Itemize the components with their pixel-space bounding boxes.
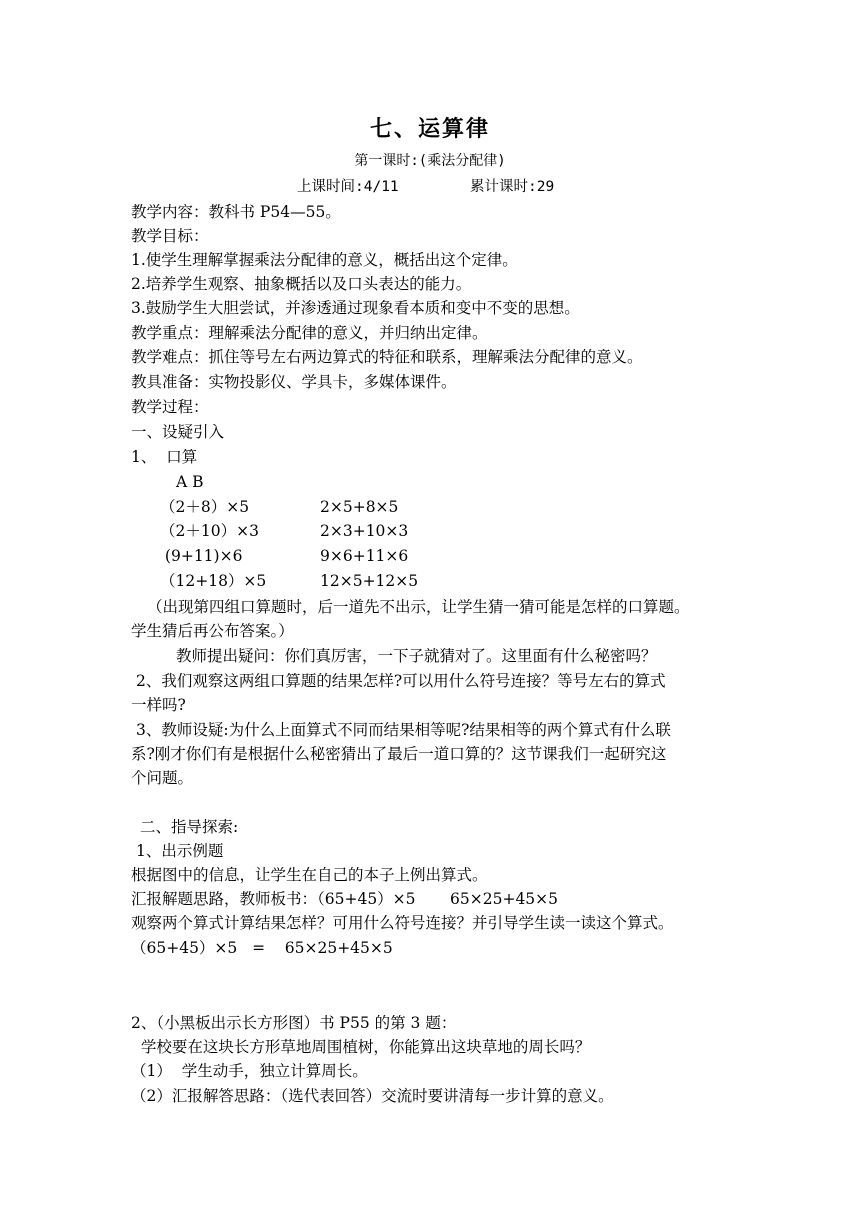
- calc-row-b: 2×3+10×3: [320, 522, 409, 540]
- part-2-step-2: （2）汇报解答思路：（选代表回答）交流时要讲清每一步计算的意义。: [131, 1087, 614, 1105]
- oral-calc-heading: 1、 口算: [131, 448, 198, 466]
- question-3-line-1: 3、教师设疑:为什么上面算式不同而结果相等呢?结果相等的两个算式有什么联: [136, 721, 671, 739]
- section-1-heading: 一、设疑引入: [131, 423, 225, 441]
- calc-row-b: 9×6+11×6: [320, 547, 409, 565]
- part-2-step-1: （1） 学生动手，独立计算周长。: [131, 1062, 368, 1080]
- guess-paragraph-line-2: 学生猜后再公布答案。）: [131, 622, 294, 640]
- teaching-aids: 教具准备：实物投影仪、学具卡，多媒体课件。: [131, 373, 457, 391]
- teaching-process-heading: 教学过程：: [131, 398, 209, 416]
- teaching-content: 教学内容：教科书 P54—55。: [131, 203, 341, 221]
- lesson-subtitle: 第一课时:(乘法分配律): [354, 153, 506, 169]
- calc-row-b: 12×5+12×5: [320, 572, 419, 590]
- difficult-point: 教学难点：抓住等号左右两边算式的特征和联系，理解乘法分配律的意义。: [131, 348, 643, 366]
- part-2-question: 学校要在这块长方形草地周围植树，你能算出这块草地的周长吗？: [136, 1038, 591, 1056]
- key-point: 教学重点：理解乘法分配律的意义，并归纳出定律。: [131, 324, 488, 342]
- calc-row-a: (9+11)×6: [160, 547, 243, 565]
- calc-row-a: （12+18）×5: [160, 572, 267, 590]
- guess-paragraph-line-1: （出现第四组口算题时，后一道先不出示，让学生猜一猜可能是怎样的口算题。: [147, 598, 690, 616]
- goal-1: 1.使学生理解掌握乘法分配律的意义，概括出这个定律。: [131, 251, 518, 269]
- calc-row-a: （2＋10）×3: [160, 522, 259, 540]
- teaching-goals-heading: 教学目标：: [131, 227, 209, 245]
- section-2-heading: 二、指导探索:: [140, 818, 239, 836]
- goal-2: 2.培养学生观察、抽象概括以及口头表达的能力。: [131, 275, 472, 293]
- equation: （65+45）×5 = 65×25+45×5: [131, 939, 393, 957]
- example-instruction: 根据图中的信息，让学生在自己的本子上例出算式。: [131, 866, 488, 884]
- question-2-line-2: 一样吗?: [131, 696, 186, 714]
- goal-3: 3.鼓励学生大胆尝试，并渗透通过现象看本质和变中不变的思想。: [131, 299, 580, 317]
- calc-row-a: （2＋8）×5: [160, 498, 250, 516]
- teacher-question: 教师提出疑问：你们真厉害，一下子就猜对了。这里面有什么秘密吗？: [176, 647, 657, 665]
- observe-question: 观察两个算式计算结果怎样？可用什么符号连接？并引导学生读一读这个算式。: [131, 914, 674, 932]
- total-class-hours: 累计课时:29: [470, 179, 555, 195]
- question-3-line-2: 系?刚才你们有是根据什么秘密猜出了最后一道口算的？这节课我们一起研究这: [131, 745, 667, 763]
- calc-row-b: 2×5+8×5: [320, 498, 399, 516]
- class-time: 上课时间:4/11: [297, 179, 399, 195]
- question-2-line-1: 2、我们观察这两组口算题的结果怎样?可以用什么符号连接？等号左右的算式: [136, 672, 666, 690]
- page-title: 七、运算律: [369, 116, 490, 142]
- calc-column-header: A B: [176, 473, 204, 491]
- board-writing: 汇报解题思路，教师板书：（65+45）×5 65×25+45×5: [131, 890, 559, 908]
- part-2-heading: 2、（小黑板出示长方形图）书 P55 的第 3 题：: [131, 1014, 457, 1032]
- question-3-line-3: 个问题。: [131, 769, 194, 787]
- example-heading: 1、出示例题: [136, 842, 224, 860]
